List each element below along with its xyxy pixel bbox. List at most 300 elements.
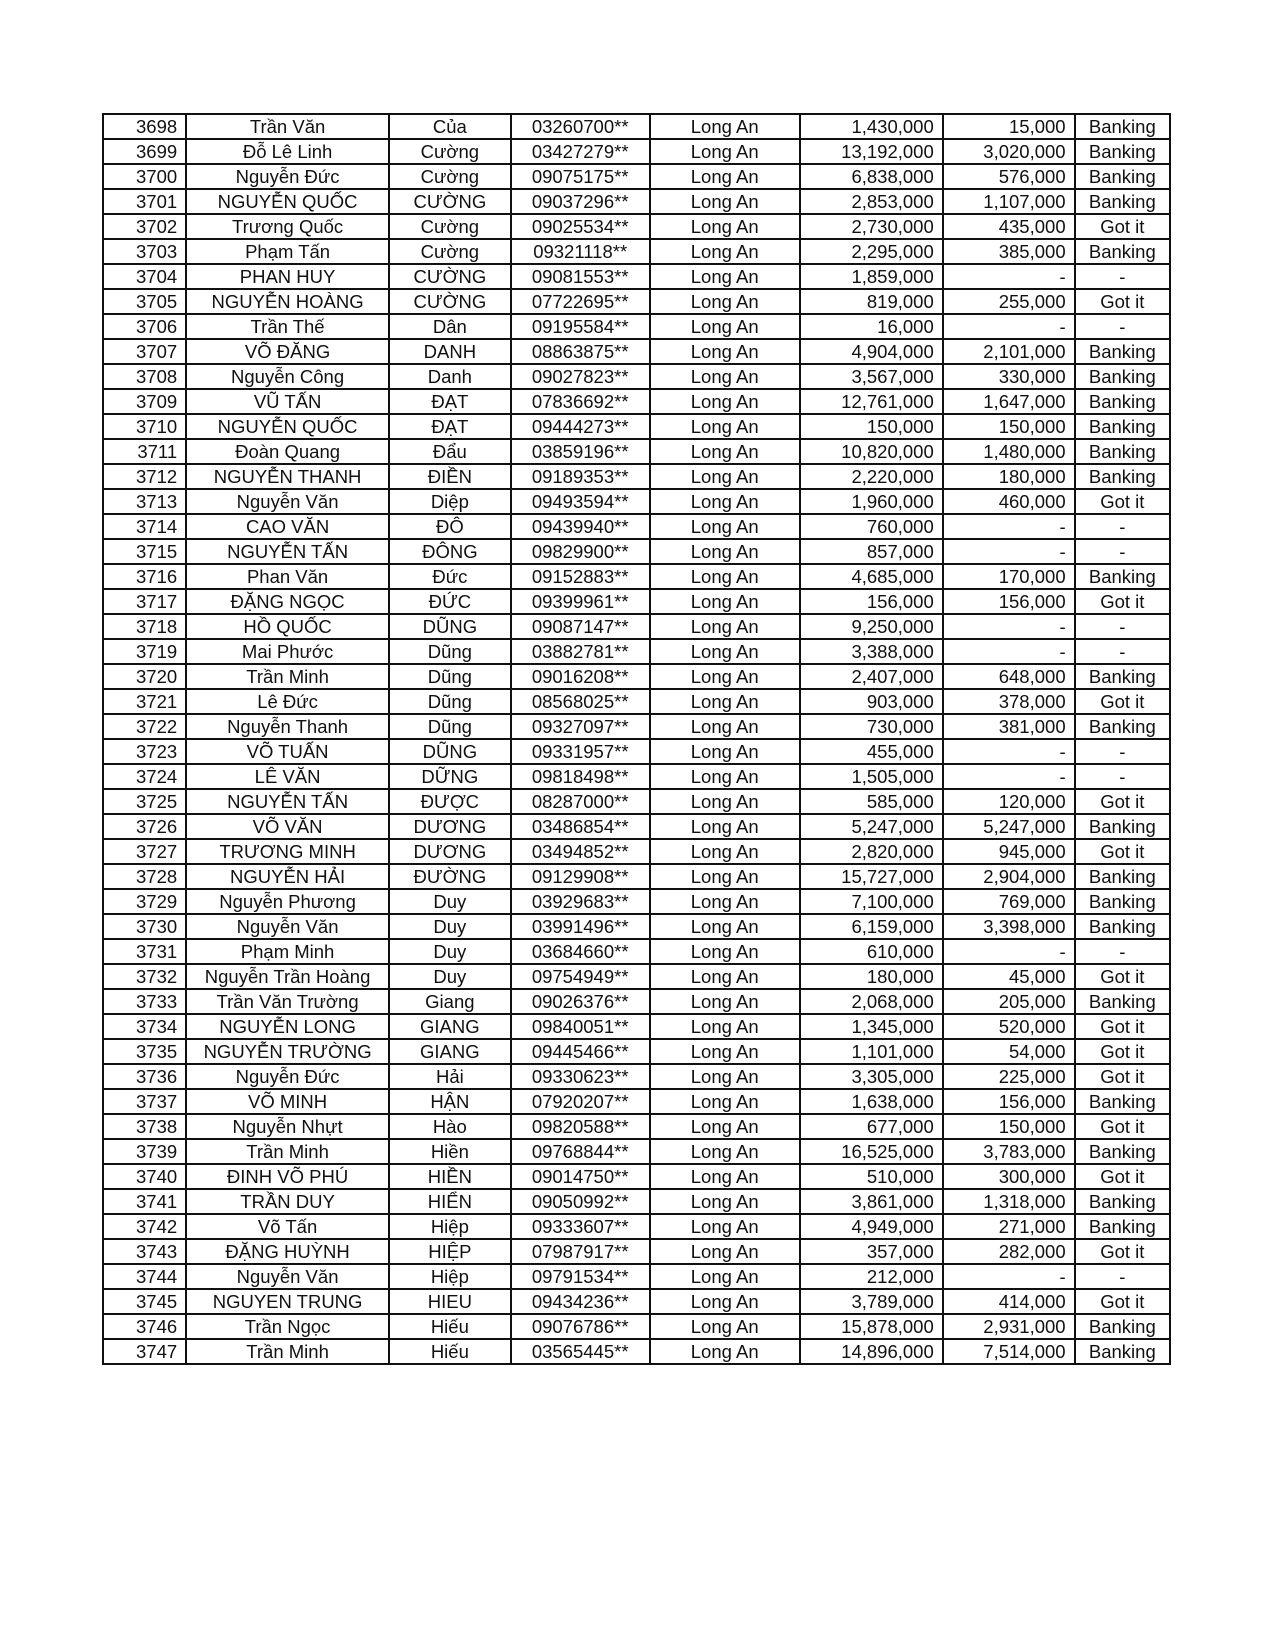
province-cell: Long An <box>650 1014 800 1039</box>
family-name-cell: NGUYỄN TẤN <box>186 789 389 814</box>
amount-cell: 13,192,000 <box>800 139 943 164</box>
status-cell: Banking <box>1075 114 1170 139</box>
family-name-cell: NGUYỄN HOÀNG <box>186 289 389 314</box>
amount-cell: 857,000 <box>800 539 943 564</box>
phone-cell: 07987917** <box>511 1239 650 1264</box>
payout-cell: - <box>943 939 1075 964</box>
family-name-cell: Phan Văn <box>186 564 389 589</box>
payout-cell: 45,000 <box>943 964 1075 989</box>
phone-cell: 09081553** <box>511 264 650 289</box>
row-id-cell: 3706 <box>103 314 186 339</box>
family-name-cell: Nguyễn Nhựt <box>186 1114 389 1139</box>
table-row <box>103 364 1170 389</box>
amount-cell: 610,000 <box>800 939 943 964</box>
amount-cell: 1,345,000 <box>800 1014 943 1039</box>
table-row <box>103 789 1170 814</box>
given-name-cell: ĐƯỢC <box>389 789 511 814</box>
given-name-cell: Hải <box>389 1064 511 1089</box>
table-row <box>103 989 1170 1014</box>
province-cell: Long An <box>650 239 800 264</box>
province-cell: Long An <box>650 1264 800 1289</box>
province-cell: Long An <box>650 164 800 189</box>
table-row <box>103 664 1170 689</box>
amount-cell: 2,068,000 <box>800 989 943 1014</box>
province-cell: Long An <box>650 814 800 839</box>
table-row <box>103 114 1170 139</box>
given-name-cell: Hiếu <box>389 1314 511 1339</box>
phone-cell: 09829900** <box>511 539 650 564</box>
amount-cell: 3,567,000 <box>800 364 943 389</box>
amount-cell: 5,247,000 <box>800 814 943 839</box>
phone-cell: 09321118** <box>511 239 650 264</box>
status-cell: Banking <box>1075 989 1170 1014</box>
status-cell: Banking <box>1075 814 1170 839</box>
given-name-cell: Đức <box>389 564 511 589</box>
row-id-cell: 3730 <box>103 914 186 939</box>
family-name-cell: Nguyễn Phương <box>186 889 389 914</box>
status-cell: Banking <box>1075 1139 1170 1164</box>
payout-cell: 769,000 <box>943 889 1075 914</box>
payout-cell: 520,000 <box>943 1014 1075 1039</box>
given-name-cell: HIEU <box>389 1289 511 1314</box>
phone-cell: 09027823** <box>511 364 650 389</box>
amount-cell: 3,305,000 <box>800 1064 943 1089</box>
amount-cell: 7,100,000 <box>800 889 943 914</box>
province-cell: Long An <box>650 764 800 789</box>
row-id-cell: 3718 <box>103 614 186 639</box>
table-row <box>103 514 1170 539</box>
family-name-cell: ĐINH VÕ PHÚ <box>186 1164 389 1189</box>
amount-cell: 3,388,000 <box>800 639 943 664</box>
phone-cell: 03929683** <box>511 889 650 914</box>
province-cell: Long An <box>650 289 800 314</box>
phone-cell: 09820588** <box>511 1114 650 1139</box>
given-name-cell: DŨNG <box>389 614 511 639</box>
amount-cell: 819,000 <box>800 289 943 314</box>
given-name-cell: ĐIỀN <box>389 464 511 489</box>
province-cell: Long An <box>650 139 800 164</box>
family-name-cell: Mai Phước <box>186 639 389 664</box>
phone-cell: 09333607** <box>511 1214 650 1239</box>
amount-cell: 2,730,000 <box>800 214 943 239</box>
province-cell: Long An <box>650 1139 800 1164</box>
status-cell: Banking <box>1075 339 1170 364</box>
province-cell: Long An <box>650 1239 800 1264</box>
status-cell: - <box>1075 514 1170 539</box>
table-row <box>103 1339 1170 1364</box>
province-cell: Long An <box>650 914 800 939</box>
province-cell: Long An <box>650 714 800 739</box>
given-name-cell: Của <box>389 114 511 139</box>
phone-cell: 09399961** <box>511 589 650 614</box>
family-name-cell: VÕ TUẤN <box>186 739 389 764</box>
phone-cell: 03991496** <box>511 914 650 939</box>
table-row <box>103 1289 1170 1314</box>
table-row <box>103 964 1170 989</box>
amount-cell: 455,000 <box>800 739 943 764</box>
payout-cell: 7,514,000 <box>943 1339 1075 1364</box>
status-cell: - <box>1075 939 1170 964</box>
province-cell: Long An <box>650 1339 800 1364</box>
phone-cell: 09434236** <box>511 1289 650 1314</box>
given-name-cell: Dũng <box>389 714 511 739</box>
province-cell: Long An <box>650 389 800 414</box>
amount-cell: 1,101,000 <box>800 1039 943 1064</box>
payout-cell: 1,480,000 <box>943 439 1075 464</box>
status-cell: Banking <box>1075 1214 1170 1239</box>
phone-cell: 09075175** <box>511 164 650 189</box>
given-name-cell: Duy <box>389 914 511 939</box>
phone-cell: 09493594** <box>511 489 650 514</box>
family-name-cell: NGUYỄN QUỐC <box>186 414 389 439</box>
payout-cell: 2,931,000 <box>943 1314 1075 1339</box>
given-name-cell: ĐÔNG <box>389 539 511 564</box>
row-id-cell: 3704 <box>103 264 186 289</box>
amount-cell: 4,904,000 <box>800 339 943 364</box>
family-name-cell: Đỗ Lê Linh <box>186 139 389 164</box>
phone-cell: 03684660** <box>511 939 650 964</box>
family-name-cell: Nguyễn Đức <box>186 1064 389 1089</box>
given-name-cell: Cường <box>389 239 511 264</box>
amount-cell: 510,000 <box>800 1164 943 1189</box>
payout-cell: 300,000 <box>943 1164 1075 1189</box>
phone-cell: 03859196** <box>511 439 650 464</box>
given-name-cell: DŨNG <box>389 739 511 764</box>
family-name-cell: VÕ VĂN <box>186 814 389 839</box>
status-cell: - <box>1075 314 1170 339</box>
family-name-cell: Nguyễn Trần Hoàng <box>186 964 389 989</box>
phone-cell: 03260700** <box>511 114 650 139</box>
status-cell: Banking <box>1075 414 1170 439</box>
status-cell: Banking <box>1075 239 1170 264</box>
province-cell: Long An <box>650 414 800 439</box>
table-row <box>103 864 1170 889</box>
status-cell: Got it <box>1075 289 1170 314</box>
phone-cell: 03486854** <box>511 814 650 839</box>
family-name-cell: NGUYỄN LONG <box>186 1014 389 1039</box>
province-cell: Long An <box>650 314 800 339</box>
row-id-cell: 3740 <box>103 1164 186 1189</box>
row-id-cell: 3698 <box>103 114 186 139</box>
table-row <box>103 889 1170 914</box>
row-id-cell: 3727 <box>103 839 186 864</box>
phone-cell: 09840051** <box>511 1014 650 1039</box>
payout-cell: - <box>943 314 1075 339</box>
row-id-cell: 3737 <box>103 1089 186 1114</box>
amount-cell: 1,859,000 <box>800 264 943 289</box>
table-row <box>103 339 1170 364</box>
family-name-cell: Nguyễn Văn <box>186 914 389 939</box>
row-id-cell: 3725 <box>103 789 186 814</box>
province-cell: Long An <box>650 364 800 389</box>
family-name-cell: Trần Minh <box>186 1139 389 1164</box>
amount-cell: 16,525,000 <box>800 1139 943 1164</box>
status-cell: Got it <box>1075 1289 1170 1314</box>
phone-cell: 08568025** <box>511 689 650 714</box>
family-name-cell: Đoàn Quang <box>186 439 389 464</box>
amount-cell: 156,000 <box>800 589 943 614</box>
status-cell: Got it <box>1075 839 1170 864</box>
payout-cell: 180,000 <box>943 464 1075 489</box>
province-cell: Long An <box>650 214 800 239</box>
amount-cell: 150,000 <box>800 414 943 439</box>
status-cell: Got it <box>1075 689 1170 714</box>
row-id-cell: 3729 <box>103 889 186 914</box>
table-row <box>103 739 1170 764</box>
row-id-cell: 3724 <box>103 764 186 789</box>
family-name-cell: Phạm Minh <box>186 939 389 964</box>
row-id-cell: 3708 <box>103 364 186 389</box>
row-id-cell: 3712 <box>103 464 186 489</box>
table-row <box>103 614 1170 639</box>
amount-cell: 6,159,000 <box>800 914 943 939</box>
row-id-cell: 3732 <box>103 964 186 989</box>
payout-cell: - <box>943 614 1075 639</box>
family-name-cell: Nguyễn Công <box>186 364 389 389</box>
payout-cell: 282,000 <box>943 1239 1075 1264</box>
phone-cell: 09189353** <box>511 464 650 489</box>
table-row <box>103 1214 1170 1239</box>
status-cell: Banking <box>1075 389 1170 414</box>
row-id-cell: 3720 <box>103 664 186 689</box>
table-row <box>103 1239 1170 1264</box>
province-cell: Long An <box>650 1114 800 1139</box>
given-name-cell: Cường <box>389 214 511 239</box>
payout-cell: 414,000 <box>943 1289 1075 1314</box>
row-id-cell: 3700 <box>103 164 186 189</box>
phone-cell: 03565445** <box>511 1339 650 1364</box>
payout-cell: 945,000 <box>943 839 1075 864</box>
phone-cell: 09768844** <box>511 1139 650 1164</box>
family-name-cell: Nguyễn Đức <box>186 164 389 189</box>
province-cell: Long An <box>650 1189 800 1214</box>
amount-cell: 4,685,000 <box>800 564 943 589</box>
table-row <box>103 1314 1170 1339</box>
family-name-cell: Trần Minh <box>186 1339 389 1364</box>
province-cell: Long An <box>650 264 800 289</box>
given-name-cell: Hào <box>389 1114 511 1139</box>
payout-cell: 2,904,000 <box>943 864 1075 889</box>
table-row <box>103 639 1170 664</box>
status-cell: Banking <box>1075 1339 1170 1364</box>
family-name-cell: PHAN HUY <box>186 264 389 289</box>
province-cell: Long An <box>650 639 800 664</box>
province-cell: Long An <box>650 889 800 914</box>
payout-cell: 1,107,000 <box>943 189 1075 214</box>
amount-cell: 1,430,000 <box>800 114 943 139</box>
province-cell: Long An <box>650 1314 800 1339</box>
phone-cell: 09037296** <box>511 189 650 214</box>
family-name-cell: Trương Quốc <box>186 214 389 239</box>
row-id-cell: 3738 <box>103 1114 186 1139</box>
table-row <box>103 289 1170 314</box>
phone-cell: 09330623** <box>511 1064 650 1089</box>
row-id-cell: 3746 <box>103 1314 186 1339</box>
payout-cell: 170,000 <box>943 564 1075 589</box>
amount-cell: 2,220,000 <box>800 464 943 489</box>
given-name-cell: GIANG <box>389 1014 511 1039</box>
payout-cell: 15,000 <box>943 114 1075 139</box>
phone-cell: 09444273** <box>511 414 650 439</box>
province-cell: Long An <box>650 1289 800 1314</box>
payout-cell: 330,000 <box>943 364 1075 389</box>
status-cell: Got it <box>1075 964 1170 989</box>
family-name-cell: VÕ MINH <box>186 1089 389 1114</box>
status-cell: Got it <box>1075 489 1170 514</box>
status-cell: Got it <box>1075 1239 1170 1264</box>
table-row <box>103 539 1170 564</box>
phone-cell: 03494852** <box>511 839 650 864</box>
amount-cell: 15,727,000 <box>800 864 943 889</box>
payout-cell: - <box>943 264 1075 289</box>
table-row <box>103 714 1170 739</box>
status-cell: Got it <box>1075 214 1170 239</box>
family-name-cell: VÕ ĐĂNG <box>186 339 389 364</box>
table-row <box>103 489 1170 514</box>
table-row <box>103 814 1170 839</box>
family-name-cell: NGUYEN TRUNG <box>186 1289 389 1314</box>
payout-cell: - <box>943 1264 1075 1289</box>
table-row <box>103 1064 1170 1089</box>
phone-cell: 09152883** <box>511 564 650 589</box>
table-row <box>103 264 1170 289</box>
status-cell: Got it <box>1075 1014 1170 1039</box>
row-id-cell: 3745 <box>103 1289 186 1314</box>
row-id-cell: 3736 <box>103 1064 186 1089</box>
phone-cell: 09025534** <box>511 214 650 239</box>
payout-cell: - <box>943 539 1075 564</box>
province-cell: Long An <box>650 539 800 564</box>
given-name-cell: Hiền <box>389 1139 511 1164</box>
status-cell: Got it <box>1075 1114 1170 1139</box>
amount-cell: 180,000 <box>800 964 943 989</box>
status-cell: Got it <box>1075 589 1170 614</box>
table-row <box>103 1089 1170 1114</box>
given-name-cell: HIỆP <box>389 1239 511 1264</box>
phone-cell: 07836692** <box>511 389 650 414</box>
given-name-cell: Dũng <box>389 689 511 714</box>
row-id-cell: 3733 <box>103 989 186 1014</box>
phone-cell: 07920207** <box>511 1089 650 1114</box>
amount-cell: 16,000 <box>800 314 943 339</box>
given-name-cell: HIỂN <box>389 1189 511 1214</box>
payout-cell: 378,000 <box>943 689 1075 714</box>
phone-cell: 07722695** <box>511 289 650 314</box>
family-name-cell: TRƯƠNG MINH <box>186 839 389 864</box>
family-name-cell: Nguyễn Văn <box>186 1264 389 1289</box>
given-name-cell: Hiệp <box>389 1264 511 1289</box>
table-row <box>103 1039 1170 1064</box>
phone-cell: 03427279** <box>511 139 650 164</box>
payout-cell: 385,000 <box>943 239 1075 264</box>
payout-cell: 54,000 <box>943 1039 1075 1064</box>
province-cell: Long An <box>650 514 800 539</box>
amount-cell: 2,820,000 <box>800 839 943 864</box>
family-name-cell: Lê Đức <box>186 689 389 714</box>
family-name-cell: HỒ QUỐC <box>186 614 389 639</box>
payout-cell: 1,318,000 <box>943 1189 1075 1214</box>
row-id-cell: 3743 <box>103 1239 186 1264</box>
payout-cell: 576,000 <box>943 164 1075 189</box>
province-cell: Long An <box>650 464 800 489</box>
family-name-cell: NGUYỄN QUỐC <box>186 189 389 214</box>
province-cell: Long An <box>650 564 800 589</box>
table-row <box>103 1164 1170 1189</box>
given-name-cell: Dũng <box>389 664 511 689</box>
status-cell: - <box>1075 539 1170 564</box>
given-name-cell: Đẩu <box>389 439 511 464</box>
given-name-cell: DƯƠNG <box>389 839 511 864</box>
phone-cell: 09331957** <box>511 739 650 764</box>
status-cell: - <box>1075 614 1170 639</box>
amount-cell: 2,407,000 <box>800 664 943 689</box>
given-name-cell: Hiếu <box>389 1339 511 1364</box>
records-table <box>102 113 1171 1365</box>
given-name-cell: CƯỜNG <box>389 189 511 214</box>
status-cell: Banking <box>1075 439 1170 464</box>
row-id-cell: 3709 <box>103 389 186 414</box>
payout-cell: 435,000 <box>943 214 1075 239</box>
table-row <box>103 914 1170 939</box>
family-name-cell: ĐẶNG NGỌC <box>186 589 389 614</box>
payout-cell: 271,000 <box>943 1214 1075 1239</box>
row-id-cell: 3739 <box>103 1139 186 1164</box>
family-name-cell: VŨ TẤN <box>186 389 389 414</box>
payout-cell: 648,000 <box>943 664 1075 689</box>
province-cell: Long An <box>650 489 800 514</box>
province-cell: Long An <box>650 114 800 139</box>
given-name-cell: HẬN <box>389 1089 511 1114</box>
province-cell: Long An <box>650 864 800 889</box>
table-row <box>103 139 1170 164</box>
amount-cell: 1,505,000 <box>800 764 943 789</box>
given-name-cell: Danh <box>389 364 511 389</box>
family-name-cell: NGUYỄN HẢI <box>186 864 389 889</box>
given-name-cell: ĐỨC <box>389 589 511 614</box>
payout-cell: - <box>943 739 1075 764</box>
payout-cell: 156,000 <box>943 1089 1075 1114</box>
table-body <box>103 114 1170 1364</box>
phone-cell: 09014750** <box>511 1164 650 1189</box>
payout-cell: 2,101,000 <box>943 339 1075 364</box>
province-cell: Long An <box>650 339 800 364</box>
row-id-cell: 3702 <box>103 214 186 239</box>
province-cell: Long An <box>650 789 800 814</box>
row-id-cell: 3717 <box>103 589 186 614</box>
phone-cell: 09129908** <box>511 864 650 889</box>
phone-cell: 09026376** <box>511 989 650 1014</box>
amount-cell: 10,820,000 <box>800 439 943 464</box>
row-id-cell: 3701 <box>103 189 186 214</box>
payout-cell: 3,020,000 <box>943 139 1075 164</box>
phone-cell: 08287000** <box>511 789 650 814</box>
amount-cell: 6,838,000 <box>800 164 943 189</box>
status-cell: - <box>1075 264 1170 289</box>
family-name-cell: Trần Văn Trường <box>186 989 389 1014</box>
row-id-cell: 3731 <box>103 939 186 964</box>
amount-cell: 4,949,000 <box>800 1214 943 1239</box>
status-cell: Banking <box>1075 664 1170 689</box>
family-name-cell: NGUYỄN TẤN <box>186 539 389 564</box>
given-name-cell: Dũng <box>389 639 511 664</box>
phone-cell: 09087147** <box>511 614 650 639</box>
payout-cell: - <box>943 639 1075 664</box>
table-row <box>103 839 1170 864</box>
status-cell: - <box>1075 764 1170 789</box>
row-id-cell: 3721 <box>103 689 186 714</box>
table-row <box>103 1139 1170 1164</box>
table-row <box>103 589 1170 614</box>
